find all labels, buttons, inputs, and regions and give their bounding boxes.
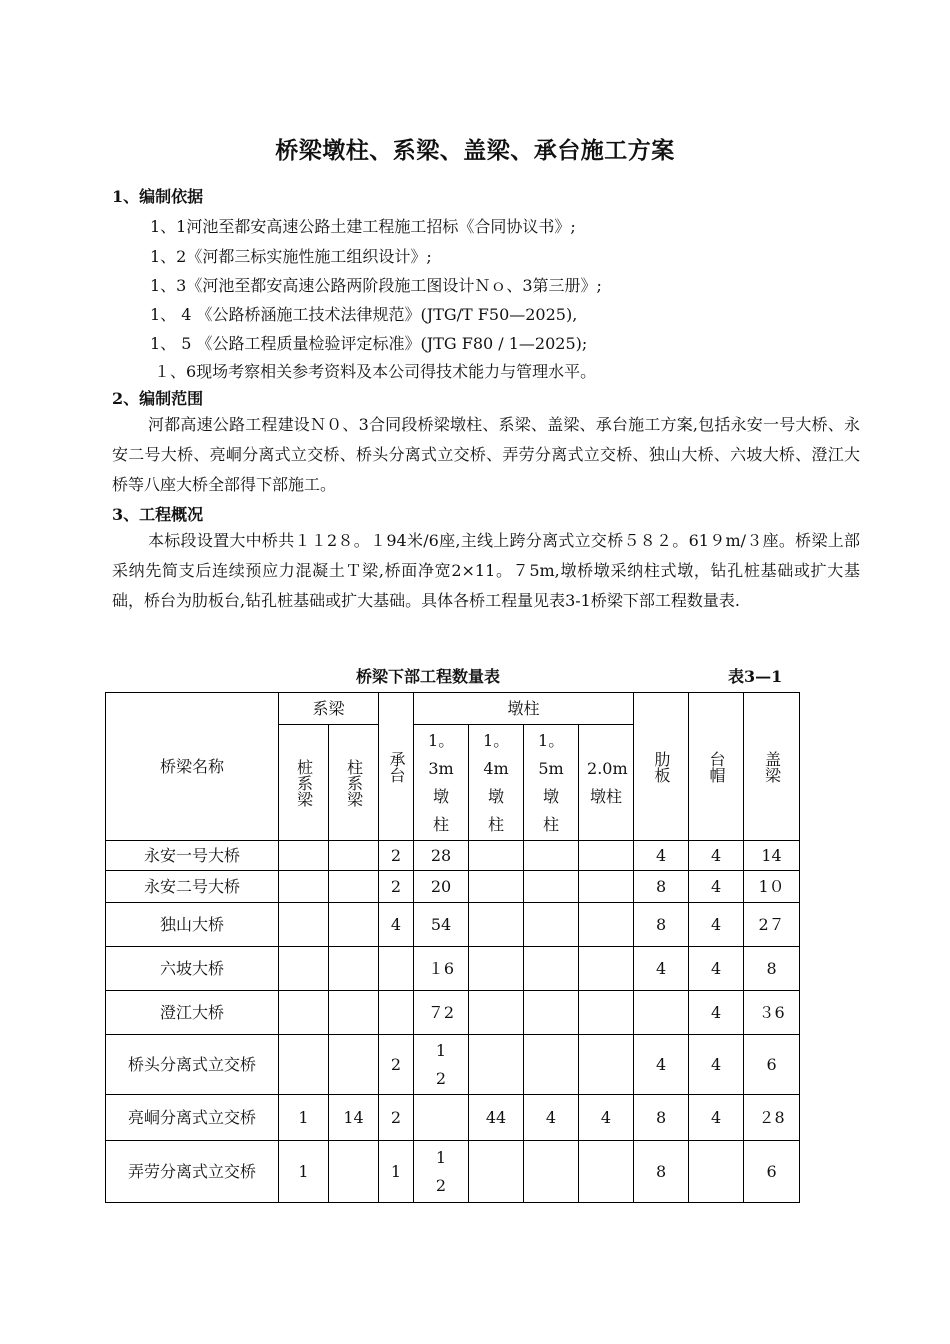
table-label: 表3—1 [728,667,783,686]
header-pier-2-0: 2.0m墩柱 [579,725,634,841]
table-cell: 8 [744,947,800,991]
basis-item-3: 1、3《河池至都安高速公路两阶段施工图设计Ｎｏ、3第三册》; [150,276,602,295]
header-pier-1-4: 1。4m墩柱 [469,725,524,841]
basis-item-5: 1、 5 《公路工程质量检验评定标准》(JTG F80 / 1—2025); [150,334,588,353]
basis-item-6: １、6现场考察相关参考资料及本公司得技术能力与管理水平。 [154,362,597,381]
table-cell: 8 [634,1141,689,1203]
table-cell [329,947,379,991]
table-cell: 1 [279,1095,329,1141]
table-cell [469,903,524,947]
table-cell [579,871,634,903]
table-cell: 4 [689,991,744,1035]
section-2-heading: 2、编制范围 [112,389,204,408]
table-cell: 6 [744,1035,800,1095]
table-cell [329,903,379,947]
table-cell [524,947,579,991]
table-cell [469,1035,524,1095]
table-cell: 2 [379,871,414,903]
table-cell [329,991,379,1035]
table-cell [414,1095,469,1141]
table-cell [279,871,329,903]
table-cell: 4 [634,947,689,991]
table-cell: 2 [379,1095,414,1141]
table-cell: ３6 [744,991,800,1035]
table-cell: 独山大桥 [106,903,279,947]
table-cell: 1 [379,1141,414,1203]
page-title: 桥梁墩柱、系梁、盖梁、承台施工方案 [275,137,675,164]
section-1-heading: 1、编制依据 [112,187,204,206]
table-cell: 4 [689,871,744,903]
table-cell: 4 [579,1095,634,1141]
table-cell [469,1141,524,1203]
table-cell [279,947,329,991]
table-cell [689,1141,744,1203]
basis-item-1: 1、1河池至都安高速公路土建工程施工招标《合同协议书》; [150,217,576,236]
basis-item-4: 1、 4 《公路桥涵施工技术法律规范》(JTG/T F50—2025), [150,305,578,324]
table-cell [524,871,579,903]
table-cell [579,841,634,871]
table-cell: 亮峒分离式立交桥 [106,1095,279,1141]
table-cell: 14 [744,841,800,871]
table-cell [579,1035,634,1095]
table-cell: 2７ [744,903,800,947]
table-cell [329,841,379,871]
header-column-tie: 柱系梁 [329,725,379,841]
table-cell: 54 [414,903,469,947]
table-cell: 2 [379,841,414,871]
table-cell: 4 [634,841,689,871]
table-cell [279,903,329,947]
table-cell: 8 [634,1095,689,1141]
table-cell: ２8 [744,1095,800,1141]
header-rib: 肋板 [634,693,689,841]
table-cell [469,991,524,1035]
header-cap-beam: 盖梁 [744,693,800,841]
table-cell: 6 [744,1141,800,1203]
header-tie-beam: 系梁 [279,693,379,725]
table-cell [524,1035,579,1095]
table-cell [469,947,524,991]
table-caption: 桥梁下部工程数量表 [356,667,501,686]
table-cell [379,991,414,1035]
basis-item-2: 1、2《河都三标实施性施工组织设计》; [150,247,432,266]
table-cell: 2 [379,1035,414,1095]
table-cell [524,841,579,871]
table-cell: 4 [689,1095,744,1141]
table-cell [579,947,634,991]
table-cell [379,947,414,991]
table-cell [579,903,634,947]
table-cell: 20 [414,871,469,903]
table-cell: 1０ [744,871,800,903]
table-cell: 澄江大桥 [106,991,279,1035]
table-cell [579,1141,634,1203]
table-cell [634,991,689,1035]
table-cell: 28 [414,841,469,871]
table-cell [524,1141,579,1203]
table-cell: 4 [634,1035,689,1095]
header-pier: 墩柱 [414,693,634,725]
table-cell: 4 [689,947,744,991]
table-cell [469,841,524,871]
table-cell [329,1141,379,1203]
table-cell [524,903,579,947]
table-cell: 14 [329,1095,379,1141]
table-cell: ７2 [414,991,469,1035]
table-cell: 4 [689,903,744,947]
quantity-table [105,692,800,1203]
section-3-text: 本标段设置大中桥共１１2８。１94米/6座,主线上跨分离式立交桥５８２。61９m/３座。桥梁上部采纳先简支后连续预应力混凝土Ｔ梁,桥面净宽2×11。７5m,墩桥墩采纳柱式墩，钻孔桩基础或扩大基础，桥台为肋板台,钻孔桩基础或扩大基础。具体各桥工程量见表3-1桥梁下部工程数量表. [112,531,860,610]
table-cell: 六坡大桥 [106,947,279,991]
table-cell: 4 [689,841,744,871]
table-cell: 4 [689,1035,744,1095]
section-2-text: 河都高速公路工程建设Ｎ０、3合同段桥梁墩柱、系梁、盖梁、承台施工方案,包括永安一号大桥、永安二号大桥、亮峒分离式立交桥、桥头分离式立交桥、弄劳分离式立交桥、独山大桥、六坡大桥、澄江大桥等八座大桥全部得下部施工。 [112,415,860,494]
header-abutment-cap: 台帽 [689,693,744,841]
header-bridge-name: 桥梁名称 [106,693,279,841]
table-cell: 8 [634,903,689,947]
table-cell [279,1035,329,1095]
header-pier-1-3: 1。3m墩柱 [414,725,469,841]
table-cell [469,871,524,903]
header-cap: 承台 [379,693,414,841]
table-cell: 弄劳分离式立交桥 [106,1141,279,1203]
table-cell: 永安二号大桥 [106,871,279,903]
table-cell: 永安一号大桥 [106,841,279,871]
table-cell: 桥头分离式立交桥 [106,1035,279,1095]
header-pile-tie: 桩系梁 [279,725,329,841]
table-cell: １6 [414,947,469,991]
table-cell [579,991,634,1035]
header-pier-1-5: 1。5m墩柱 [524,725,579,841]
table-cell [279,991,329,1035]
table-cell: 1 2 [414,1035,469,1095]
table-cell: 4 [379,903,414,947]
table-cell [524,991,579,1035]
table-cell [279,841,329,871]
table-cell: 1 2 [414,1141,469,1203]
table-cell: 1 [279,1141,329,1203]
table-cell: 4 [524,1095,579,1141]
table-cell [329,1035,379,1095]
section-3-heading: 3、工程概况 [112,505,204,524]
table-cell [329,871,379,903]
table-cell: 8 [634,871,689,903]
table-cell: 44 [469,1095,524,1141]
